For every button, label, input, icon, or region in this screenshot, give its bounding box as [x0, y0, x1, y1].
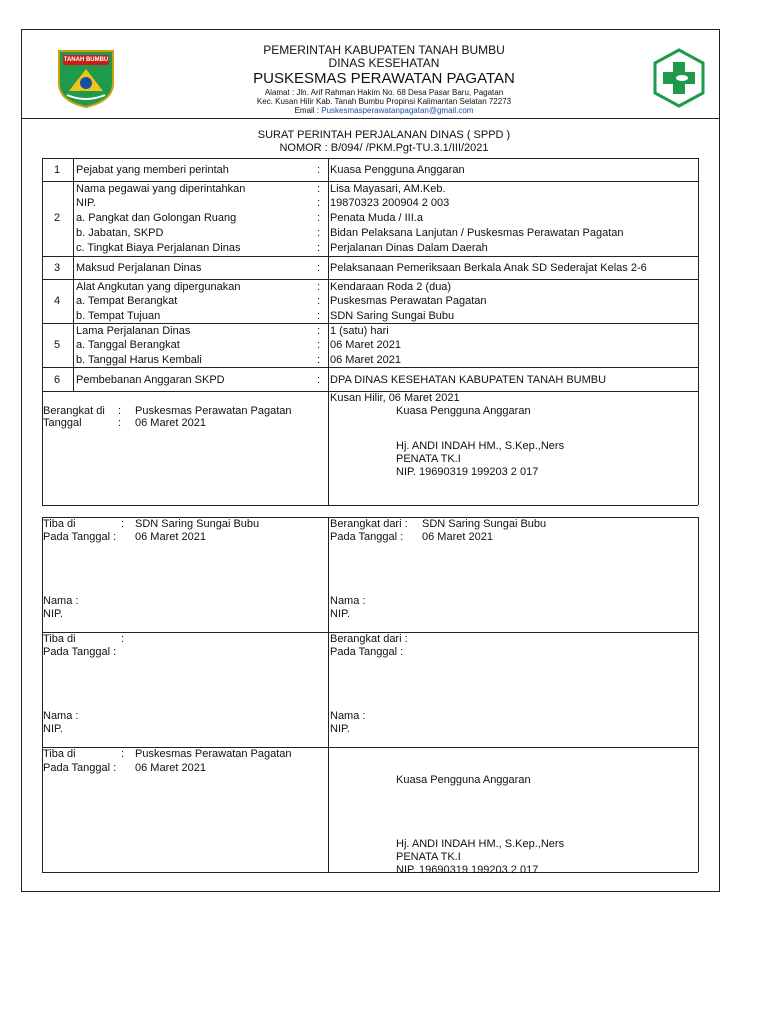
tiba-label: Tiba di: [43, 518, 76, 530]
colon: :: [317, 183, 321, 195]
colon: :: [317, 325, 321, 337]
colon: :: [317, 310, 321, 322]
tiba-label: Tiba di: [43, 633, 76, 645]
row-value: Perjalanan Dinas Dalam Daerah: [330, 242, 488, 254]
nip-label: NIP.: [43, 608, 63, 620]
row-value: Lisa Mayasari, AM.Keb.: [330, 183, 446, 195]
row-label: NIP.: [76, 197, 96, 209]
tiba-value: Puskesmas Perawatan Pagatan: [135, 748, 292, 760]
header-title: PUSKESMAS PERAWATAN PAGATAN: [253, 70, 515, 87]
colon: :: [317, 197, 321, 209]
row-label: b. Tempat Tujuan: [76, 310, 161, 322]
tanggal-value: 06 Maret 2021: [135, 417, 206, 429]
colon: :: [118, 417, 122, 429]
row-value: 19870323 200904 2 003: [330, 197, 450, 209]
nama-label: Nama :: [43, 710, 79, 722]
tanggal-label: Tanggal: [43, 417, 82, 429]
row-label: a. Pangkat dan Golongan Ruang: [76, 212, 237, 224]
row-label: Nama pegawai yang diperintahkan: [76, 183, 246, 195]
berangkat-value: Puskesmas Perawatan Pagatan: [135, 405, 292, 417]
row-label: b. Tanggal Harus Kembali: [76, 354, 202, 366]
row-label: a. Tanggal Berangkat: [76, 339, 180, 351]
row-value: Kendaraan Roda 2 (dua): [330, 281, 452, 293]
colon: :: [317, 262, 321, 274]
colon: :: [317, 374, 321, 386]
signer-nip: NIP. 19690319 199203 2 017: [396, 466, 539, 478]
header-line2: DINAS KESEHATAN: [328, 56, 440, 70]
header-divider: [22, 118, 719, 119]
colon: :: [121, 748, 125, 760]
row-value: 06 Maret 2021: [330, 354, 401, 366]
row-value: Penata Muda / III.a: [330, 212, 423, 224]
header-line1: PEMERINTAH KABUPATEN TANAH BUMBU: [263, 43, 505, 57]
pada-tanggal-label: Pada Tanggal :: [43, 646, 117, 658]
pada-tanggal-value: 06 Maret 2021: [135, 531, 206, 543]
header-email-line: [0, 106, 768, 115]
pada-tanggal-label: Pada Tanggal :: [330, 531, 404, 543]
colon: :: [317, 227, 321, 239]
row-number: 5: [54, 339, 61, 351]
row-label: Alat Angkutan yang dipergunakan: [76, 281, 241, 293]
row-label: Lama Perjalanan Dinas: [76, 325, 191, 337]
colon: :: [317, 212, 321, 224]
row-value: Puskesmas Perawatan Pagatan: [330, 295, 487, 307]
row-number: 2: [54, 212, 61, 224]
signer-rank: PENATA TK.I: [396, 453, 461, 465]
colon: :: [121, 518, 125, 530]
row-value: Kuasa Pengguna Anggaran: [330, 164, 465, 176]
colon: :: [118, 405, 122, 417]
place-date: Kusan Hilir, 06 Maret 2021: [330, 392, 460, 404]
nama-label: Nama :: [330, 710, 366, 722]
colon: :: [121, 633, 125, 645]
row-value: DPA DINAS KESEHATAN KABUPATEN TANAH BUMBU: [330, 374, 607, 386]
email-label: Email :: [294, 106, 322, 115]
colon: :: [317, 281, 321, 293]
pada-tanggal-label: Pada Tanggal :: [43, 762, 117, 774]
signer-name: Hj. ANDI INDAH HM., S.Kep.,Ners: [396, 440, 565, 452]
colon: :: [317, 295, 321, 307]
tiba-value: SDN Saring Sungai Bubu: [135, 518, 260, 530]
berangkat-dari-label: Berangkat dari :: [330, 633, 408, 645]
header-address2: Kec. Kusan Hilir Kab. Tanah Bumbu Propinsi Kalimantan Selatan 72273: [256, 97, 512, 106]
colon: :: [317, 164, 321, 176]
doc-number: NOMOR : B/094/ /PKM.Pgt-TU.3.1/III/2021: [279, 142, 489, 154]
nip-label: NIP.: [330, 608, 350, 620]
row-value: 06 Maret 2021: [330, 339, 401, 351]
pada-tanggal-value: 06 Maret 2021: [135, 762, 206, 774]
row-number: 1: [54, 164, 61, 176]
pada-tanggal-value: 06 Maret 2021: [422, 531, 493, 543]
nip-label: NIP.: [43, 723, 63, 735]
row-label: c. Tingkat Biaya Perjalanan Dinas: [76, 242, 241, 254]
nama-label: Nama :: [43, 595, 79, 607]
email-link[interactable]: Puskesmasperawatanpagatan@gmail.com: [321, 106, 474, 115]
row-label: b. Jabatan, SKPD: [76, 227, 164, 239]
signer-nip: NIP. 19690319 199203 2 017: [396, 864, 539, 876]
row-number: 4: [54, 295, 61, 307]
nama-label: Nama :: [330, 595, 366, 607]
header-address1: Alamat : Jln. Arif Rahman Hakim No. 68 Desa Pasar Baru, Pagatan: [264, 88, 504, 97]
berangkat-dari-value: SDN Saring Sungai Bubu: [422, 518, 547, 530]
row-label: Maksud Perjalanan Dinas: [76, 262, 202, 274]
logo-text: TANAH BUMBU: [63, 57, 109, 63]
pada-tanggal-label: Pada Tanggal :: [330, 646, 404, 658]
row-value: Pelaksanaan Pemeriksaan Berkala Anak SD Sederajat Kelas 2-6: [330, 262, 647, 274]
signer-rank: PENATA TK.I: [396, 851, 461, 863]
colon: :: [317, 242, 321, 254]
pada-tanggal-label: Pada Tanggal :: [43, 531, 117, 543]
row-value: 1 (satu) hari: [330, 325, 389, 337]
row-number: 6: [54, 374, 61, 386]
signer-name: Hj. ANDI INDAH HM., S.Kep.,Ners: [396, 838, 565, 850]
row-number: 3: [54, 262, 61, 274]
tiba-label: Tiba di: [43, 748, 76, 760]
signer-role: Kuasa Pengguna Anggaran: [396, 405, 531, 417]
row-label: Pembebanan Anggaran SKPD: [76, 374, 225, 386]
row-value: SDN Saring Sungai Bubu: [330, 310, 455, 322]
berangkat-dari-label: Berangkat dari :: [330, 518, 408, 530]
colon: :: [317, 354, 321, 366]
doc-title: SURAT PERINTAH PERJALANAN DINAS ( SPPD ): [257, 129, 511, 141]
row-label: Pejabat yang memberi perintah: [76, 164, 229, 176]
row-value: Bidan Pelaksana Lanjutan / Puskesmas Perawatan Pagatan: [330, 227, 624, 239]
nip-label: NIP.: [330, 723, 350, 735]
berangkat-label: Berangkat di: [43, 405, 105, 417]
signer-role: Kuasa Pengguna Anggaran: [396, 774, 531, 786]
row-label: a. Tempat Berangkat: [76, 295, 178, 307]
colon: :: [317, 339, 321, 351]
